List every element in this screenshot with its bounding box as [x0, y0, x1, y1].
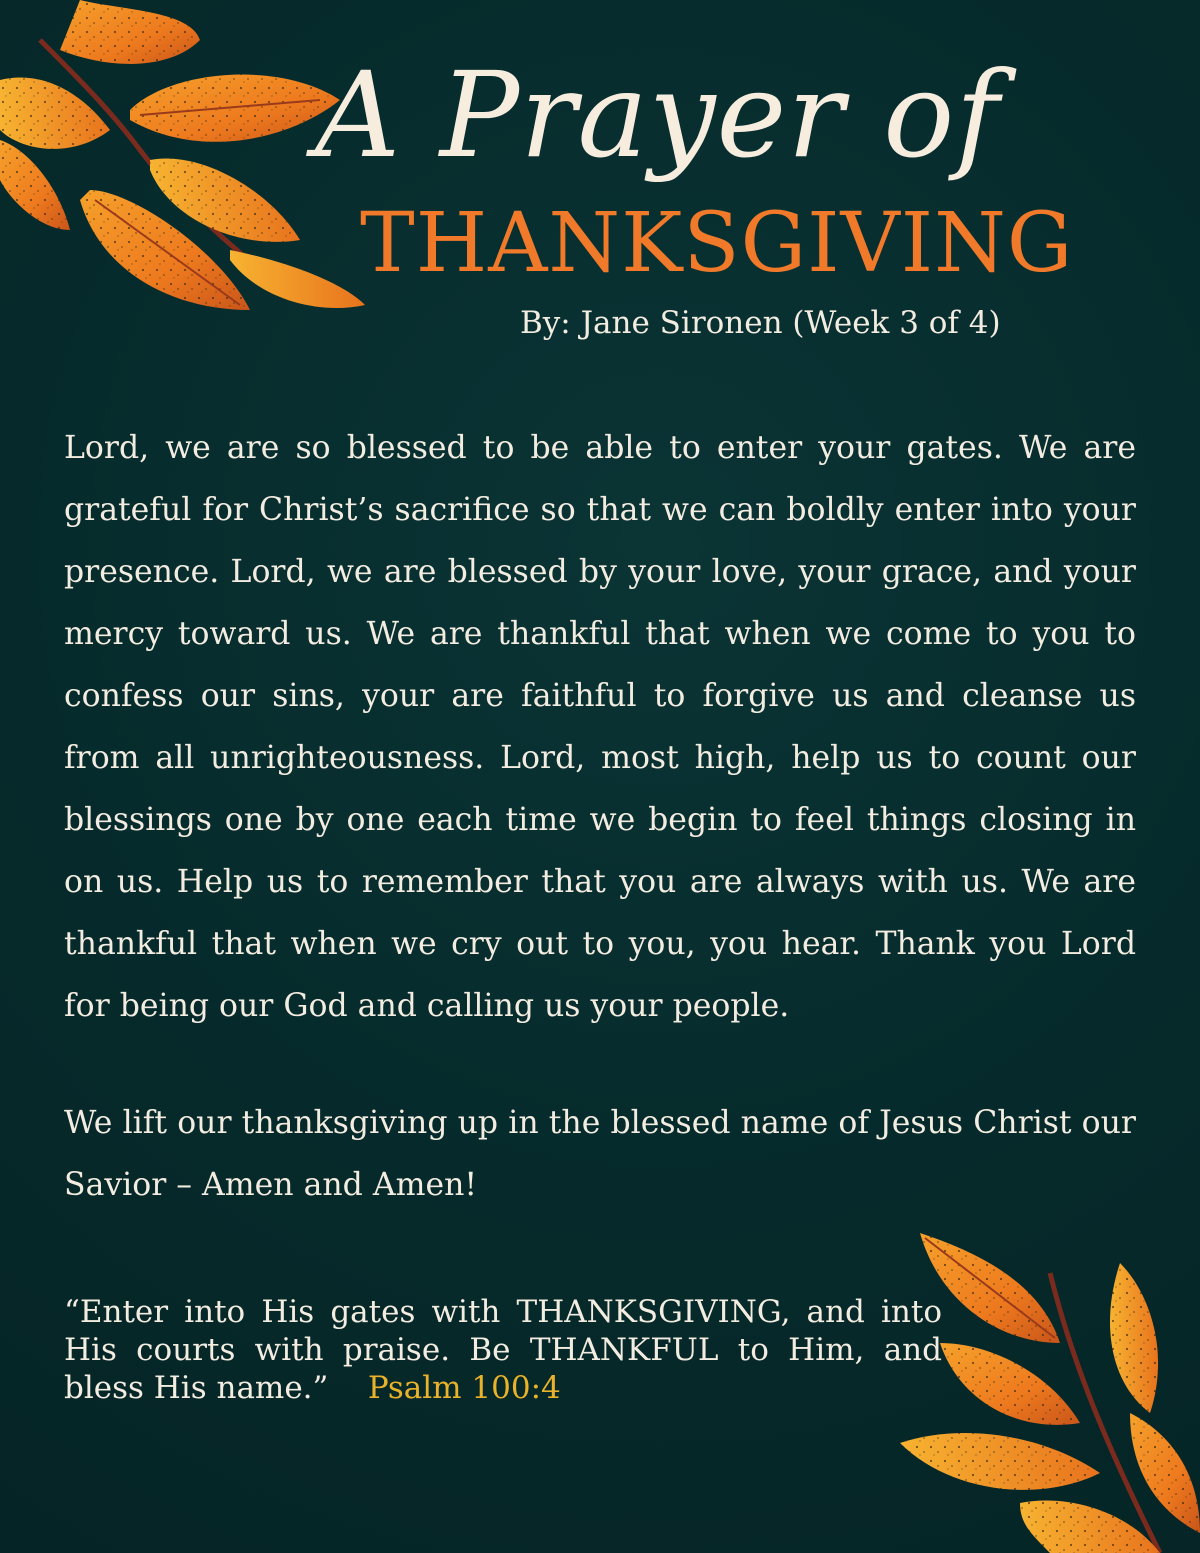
autumn-leaves-icon: [900, 1233, 1200, 1553]
page-title: THANKSGIVING: [360, 196, 1074, 291]
prayer-closing: [64, 1092, 1136, 1216]
title-script: A Prayer of: [315, 46, 1001, 184]
prayer-paragraph: Lord, we are so blessed to be able to enter your gates. We are grateful for Christ’s sacrifice so that we can boldly enter into your presence. Lord, we are blessed by your love, your grace, and your mercy toward us. We are thankful that when we come to you to confess our sins, your are faithful to forgive us and cleanse us from all unrighteousness. Lord, most high, help us to count our blessings one by one each time we begin to feel things closing in on us. Help us to remember that you are always with us. We are thankful that when we cry out to you, you hear. Thank you Lord for being our God and calling us your people.: [64, 430, 1136, 1024]
prayer-body: [64, 417, 1136, 1037]
scripture-reference: Psalm 100:4: [367, 1370, 561, 1406]
quote-text: “Enter into His gates with THANKSGIVING, and into His courts with praise. Be THANKFUL to Him, and bless His name.”: [64, 1294, 942, 1406]
closing-paragraph: We lift our thanksgiving up in the blessed name of Jesus Christ our Savior – Amen and Amen!: [64, 1105, 1136, 1203]
scripture-quote: [64, 1293, 942, 1407]
byline: By: Jane Sironen (Week 3 of 4): [520, 305, 1001, 341]
